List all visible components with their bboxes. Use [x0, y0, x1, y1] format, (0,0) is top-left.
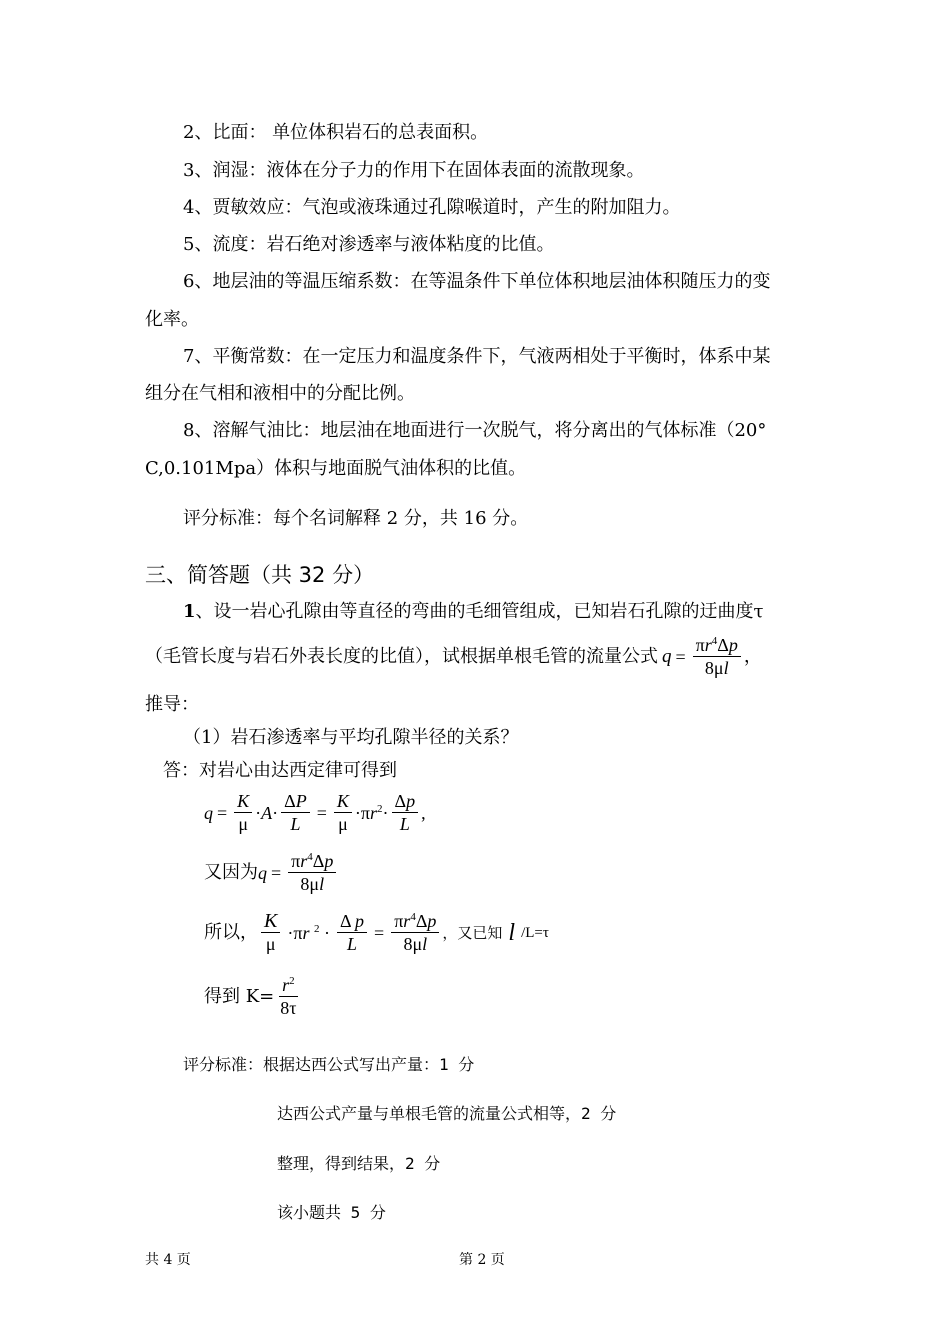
scoring-standard-line1: 评分标准：根据达西公式写出产量：1 分: [183, 1055, 475, 1074]
frac-k-mu-2: $\frac{K}{\mu}$: [334, 790, 352, 835]
question-1-text: 、设一岩心孔隙由等直径的弯曲的毛细管组成，已知岩石孔隙的迂曲度τ: [195, 601, 764, 622]
result-label: 得到 K=: [204, 985, 275, 1007]
answer-intro: 答：对岩心由达西定律可得到: [163, 760, 397, 781]
definition-2: 2、比面： 单位体积岩石的总表面积。: [183, 122, 489, 143]
scoring-standard-line4: 该小题共 5 分: [277, 1203, 386, 1222]
question-1-line2-text: （毛管长度与岩石外表长度的比值），试根据单根毛管的流量公式: [145, 645, 658, 667]
definition-7-line1: 7、平衡常数：在一定压力和温度条件下，气液两相处于平衡时，体系中某: [183, 346, 771, 367]
question-1-line1: [183, 601, 764, 623]
because-line: 又因为 q = $\frac{\pi r^4\Delta p}{8\mu l}$: [204, 850, 339, 895]
flow-formula-numerator: $\pi r^4\Delta p$: [693, 634, 741, 657]
eq-q: q: [204, 802, 213, 823]
tau-equation: /L=τ: [521, 924, 549, 941]
definition-8-line1: 8、溶解气油比：地层油在地面进行一次脱气，将分离出的气体标准（20°: [183, 420, 767, 441]
frac-k-mu-3: $\frac{K}{\mu}$: [261, 910, 280, 955]
frac-dp-l: $\frac{\Delta P}{L}$: [281, 790, 310, 835]
definition-3: 3、润湿：液体在分子力的作用下在固体表面的流散现象。: [183, 160, 645, 181]
definition-6-line1: 6、地层油的等温压缩系数：在等温条件下单位体积地层油体积随压力的变: [183, 271, 771, 292]
because-label: 又因为: [204, 861, 258, 883]
flow-formula-fraction: [693, 634, 741, 679]
definition-6-line2: 化率。: [145, 309, 199, 330]
definition-8-line2: C,0.101Mpa）体积与地面脱气油体积的比值。: [145, 458, 527, 479]
equals-sign: =: [675, 646, 686, 667]
formula-q-var: q: [662, 645, 672, 667]
footer-total-pages: 共 4 页: [145, 1252, 191, 1268]
question-1-line2: [145, 634, 762, 679]
frac-poiseuille: $\frac{\pi r^4\Delta p}{8\mu l}$: [288, 850, 336, 895]
flow-formula-denominator: 8μl: [704, 658, 729, 678]
frac-dp-l-2: $\frac{\Delta p}{L}$: [392, 790, 419, 835]
result-line: [204, 974, 303, 1019]
definition-7-line2: 组分在气相和液相中的分配比例。: [145, 383, 415, 404]
scoring-standard-definitions: 评分标准：每个名词解释 2 分，共 16 分。: [183, 508, 529, 529]
definition-5: 5、流度：岩石绝对渗透率与液体粘度的比值。: [183, 234, 555, 255]
comma: ，: [743, 645, 762, 667]
therefore-label: 所以，: [204, 921, 258, 943]
footer-page-number: 第 2 页: [459, 1252, 505, 1268]
frac-poiseuille-2: $\frac{\pi r^4\Delta p}{8\mu l}$: [391, 910, 439, 955]
frac-k-mu: $\frac{K}{\mu}$: [234, 790, 252, 835]
subquestion-1: （1）岩石渗透率与平均孔隙半径的关系？: [183, 727, 519, 748]
scoring-standard-line3: 整理，得到结果，2 分: [277, 1154, 441, 1173]
scoring-standard-line2: 达西公式产量与单根毛管的流量公式相等，2 分: [277, 1104, 617, 1123]
frac-dp-l-3: $\frac{\text{Δ p}}{L}$: [337, 910, 367, 955]
question-1-line3: 推导：: [145, 694, 199, 715]
section-3-heading: 三、简答题（共 32 分）: [145, 563, 375, 587]
also-known-label: ，又已知: [442, 923, 503, 942]
question-number: 1: [183, 601, 196, 622]
therefore-line: 所以， $\frac{K}{\mu}$ ·πr $^2$ · $\frac{\text{Δ p}}{L}$ = $\frac{\pi r^4\Delta p}{8\mu l}$ ，又已知 l /L=τ: [204, 910, 549, 954]
frac-result: $\frac{r^2}{8\tau}$: [280, 975, 297, 1018]
definition-4: 4、贾敏效应：气泡或液珠通过孔隙喉道时，产生的附加阻力。: [183, 197, 681, 218]
darcy-equation: q = $\frac{K}{\mu}$ ·A· $\frac{\Delta P}{L}$ = $\frac{K}{\mu}$ $\cdot\pi r^2\cdot$ $\frac{\Delta p}{L}$ ,: [204, 791, 426, 834]
